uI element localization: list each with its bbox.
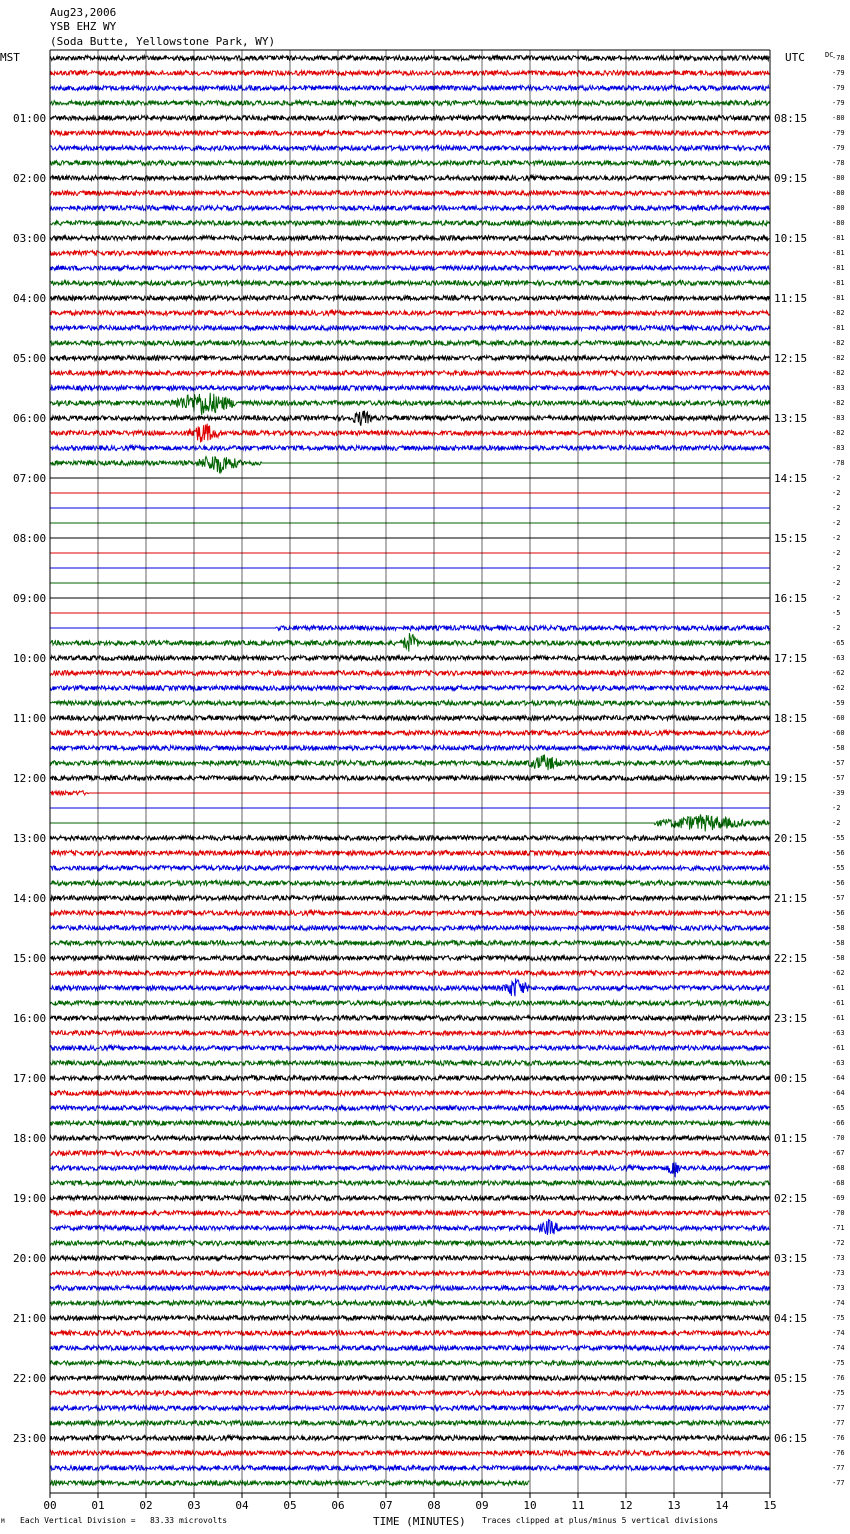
trace-line xyxy=(50,926,769,931)
dc-offset-label: -57 xyxy=(832,774,845,782)
dc-offset-label: -39 xyxy=(832,789,845,797)
trace-line xyxy=(50,371,769,376)
trace-line xyxy=(50,626,769,631)
dc-offset-label: -61 xyxy=(832,1014,845,1022)
right-hour-label: 17:15 xyxy=(774,652,808,665)
dc-offset-label: -81 xyxy=(832,294,845,302)
trace-line xyxy=(50,866,769,871)
trace-line xyxy=(50,701,769,706)
trace-line xyxy=(50,851,769,856)
dc-offset-label: -83 xyxy=(832,414,845,422)
left-hour-label: 21:00 xyxy=(13,1312,47,1325)
trace-line xyxy=(50,896,769,901)
trace-line xyxy=(50,1162,769,1178)
right-hour-label: 00:15 xyxy=(774,1072,808,1085)
trace-line xyxy=(50,1151,769,1156)
x-tick-label: 13 xyxy=(667,1499,681,1512)
x-tick-label: 07 xyxy=(379,1499,393,1512)
dc-offset-label: -82 xyxy=(832,399,845,407)
left-hour-label: 02:00 xyxy=(13,172,47,185)
dc-offset-label: -80 xyxy=(832,189,845,197)
dc-offset-label: -2 xyxy=(832,579,841,587)
trace-line xyxy=(50,1331,769,1336)
trace-line xyxy=(50,1271,769,1276)
trace-line xyxy=(50,411,769,426)
trace-line xyxy=(50,1091,769,1096)
trace-line xyxy=(50,424,769,443)
dc-offset-label: -61 xyxy=(832,1044,845,1052)
dc-offset-label: -72 xyxy=(832,1239,845,1247)
left-hour-label: 11:00 xyxy=(13,712,47,725)
dc-offset-label: -61 xyxy=(832,999,845,1007)
trace-line xyxy=(50,1436,769,1441)
right-hour-label: 06:15 xyxy=(774,1432,808,1445)
trace-line xyxy=(50,341,769,346)
trace-line xyxy=(50,941,769,946)
left-hour-label: 04:00 xyxy=(13,292,47,305)
trace-line xyxy=(50,1256,769,1261)
dc-offset-label: -58 xyxy=(832,939,845,947)
trace-line xyxy=(50,1046,769,1051)
clip-note: Traces clipped at plus/minus 5 vertical divisions xyxy=(482,1516,719,1525)
dc-offset-label: -55 xyxy=(832,834,845,842)
left-hour-label: 10:00 xyxy=(13,652,47,665)
right-hour-label: 10:15 xyxy=(774,232,808,245)
x-tick-label: 04 xyxy=(235,1499,249,1512)
dc-offset-label: -60 xyxy=(832,714,845,722)
dc-offset-label: -57 xyxy=(832,894,845,902)
x-tick-label: 12 xyxy=(619,1499,633,1512)
trace-line xyxy=(50,971,769,976)
dc-offset-label: -75 xyxy=(832,1314,845,1322)
x-tick-label: 02 xyxy=(139,1499,153,1512)
trace-line xyxy=(50,791,769,796)
right-hour-label: 09:15 xyxy=(774,172,808,185)
dc-offset-label: -61 xyxy=(832,984,845,992)
dc-offset-label: -2 xyxy=(832,594,841,602)
left-hour-label: 06:00 xyxy=(13,412,47,425)
trace-line xyxy=(50,311,769,316)
dc-offset-label: -73 xyxy=(832,1254,845,1262)
right-hour-label: 23:15 xyxy=(774,1012,808,1025)
dc-offset-label: -75 xyxy=(832,1359,845,1367)
dc-offset-label: -81 xyxy=(832,279,845,287)
x-axis-title: TIME (MINUTES) xyxy=(373,1515,466,1528)
right-hour-label: 22:15 xyxy=(774,952,808,965)
dc-offset-label: -57 xyxy=(832,759,845,767)
trace-line xyxy=(50,1451,769,1456)
dc-offset-label: -56 xyxy=(832,879,845,887)
right-hour-label: 04:15 xyxy=(774,1312,808,1325)
dc-offset-label: -83 xyxy=(832,384,845,392)
left-hour-label: 15:00 xyxy=(13,952,47,965)
dc-offset-label: -56 xyxy=(832,909,845,917)
trace-line xyxy=(50,206,769,211)
trace-line xyxy=(50,1106,769,1111)
trace-line xyxy=(50,1121,769,1126)
x-tick-label: 00 xyxy=(43,1499,57,1512)
dc-offset-label: -70 xyxy=(832,1209,845,1217)
trace-line xyxy=(50,131,769,136)
left-hour-label: 16:00 xyxy=(13,1012,47,1025)
x-tick-label: 14 xyxy=(715,1499,729,1512)
dc-offset-label: -62 xyxy=(832,684,845,692)
trace-line xyxy=(50,656,769,661)
trace-line xyxy=(50,1466,769,1471)
trace-line xyxy=(50,1031,769,1036)
trace-line xyxy=(50,446,769,451)
right-timezone-label: UTC xyxy=(785,51,805,64)
left-hour-label: 05:00 xyxy=(13,352,47,365)
dc-offset-label: -77 xyxy=(832,1479,845,1487)
trace-line xyxy=(50,1076,769,1081)
dc-offset-label: -70 xyxy=(832,1134,845,1142)
dc-offset-label: -82 xyxy=(832,429,845,437)
dc-offset-label: -2 xyxy=(832,534,841,542)
dc-offset-label: -62 xyxy=(832,969,845,977)
record-date: Aug23,2006 xyxy=(50,6,117,19)
dc-offset-label: -82 xyxy=(832,354,845,362)
dc-offset-label: -63 xyxy=(832,1029,845,1037)
trace-line xyxy=(50,56,769,61)
left-hour-label: 03:00 xyxy=(13,232,47,245)
dc-offset-label: -75 xyxy=(832,1389,845,1397)
trace-line xyxy=(50,116,769,121)
dc-offset-label: -82 xyxy=(832,339,845,347)
dc-offset-label: -79 xyxy=(832,84,845,92)
trace-line xyxy=(50,356,769,361)
left-hour-label: 08:00 xyxy=(13,532,47,545)
dc-offset-label: -5 xyxy=(832,609,841,617)
left-hour-label: 01:00 xyxy=(13,112,47,125)
dc-offset-label: -58 xyxy=(832,954,845,962)
trace-line xyxy=(50,1241,769,1246)
x-tick-label: 15 xyxy=(763,1499,777,1512)
dc-offset-label: -78 xyxy=(832,54,845,62)
right-hour-label: 02:15 xyxy=(774,1192,808,1205)
dc-offset-label: -2 xyxy=(832,489,841,497)
dc-offset-label: -80 xyxy=(832,174,845,182)
dc-offset-label: -79 xyxy=(832,99,845,107)
trace-line xyxy=(50,671,769,676)
footer-mark: M xyxy=(1,1518,5,1525)
dc-offset-label: -74 xyxy=(832,1344,845,1352)
dc-offset-label: -81 xyxy=(832,324,845,332)
trace-line xyxy=(50,221,769,226)
dc-offset-label: -79 xyxy=(832,69,845,77)
right-hour-label: 03:15 xyxy=(774,1252,808,1265)
dc-offset-label: -2 xyxy=(832,549,841,557)
dc-offset-label: -63 xyxy=(832,654,845,662)
trace-line xyxy=(50,731,769,736)
dc-offset-label: -58 xyxy=(832,744,845,752)
dc-offset-label: -56 xyxy=(832,849,845,857)
dc-offset-label: -2 xyxy=(832,564,841,572)
right-hour-label: 18:15 xyxy=(774,712,808,725)
trace-line xyxy=(50,251,769,256)
trace-line xyxy=(50,1016,769,1021)
right-hour-label: 08:15 xyxy=(774,112,808,125)
dc-offset-label: -2 xyxy=(832,804,841,812)
station-code: YSB EHZ WY xyxy=(50,20,117,33)
trace-line xyxy=(50,1301,769,1306)
trace-line xyxy=(50,1316,769,1321)
x-tick-label: 10 xyxy=(523,1499,537,1512)
trace-line xyxy=(50,1136,769,1141)
trace-line xyxy=(50,1061,769,1066)
trace-line xyxy=(50,101,769,106)
dc-offset-label: -64 xyxy=(832,1089,845,1097)
trace-line xyxy=(50,956,769,961)
trace-line xyxy=(50,814,769,831)
dc-offset-label: -80 xyxy=(832,114,845,122)
dc-offset-header: DC xyxy=(825,51,834,59)
dc-offset-label: -80 xyxy=(832,219,845,227)
dc-offset-label: -76 xyxy=(832,1374,845,1382)
left-hour-label: 17:00 xyxy=(13,1072,47,1085)
trace-line xyxy=(50,776,769,781)
dc-offset-label: -80 xyxy=(832,204,845,212)
dc-offset-label: -77 xyxy=(832,1419,845,1427)
trace-line xyxy=(50,386,769,391)
dc-offset-label: -74 xyxy=(832,1329,845,1337)
dc-offset-label: -73 xyxy=(832,1269,845,1277)
right-hour-label: 11:15 xyxy=(774,292,808,305)
trace-line xyxy=(50,1211,769,1216)
dc-offset-label: -68 xyxy=(832,1164,845,1172)
trace-line xyxy=(50,191,769,196)
left-hour-label: 20:00 xyxy=(13,1252,47,1265)
trace-line xyxy=(50,86,769,91)
dc-offset-label: -59 xyxy=(832,699,845,707)
dc-offset-label: -2 xyxy=(832,624,841,632)
dc-offset-label: -81 xyxy=(832,264,845,272)
dc-offset-label: -71 xyxy=(832,1224,845,1232)
left-hour-label: 19:00 xyxy=(13,1192,47,1205)
dc-offset-label: -62 xyxy=(832,669,845,677)
trace-line xyxy=(50,393,769,415)
dc-offset-label: -76 xyxy=(832,1449,845,1457)
dc-offset-label: -77 xyxy=(832,1404,845,1412)
x-tick-label: 01 xyxy=(91,1499,105,1512)
left-hour-label: 09:00 xyxy=(13,592,47,605)
dc-offset-label: -79 xyxy=(832,129,845,137)
dc-offset-label: -82 xyxy=(832,369,845,377)
trace-line xyxy=(50,755,769,771)
vertical-division-note: Each Vertical Division = 83.33 microvolts xyxy=(20,1516,228,1525)
trace-line xyxy=(50,296,769,301)
trace-line xyxy=(50,146,769,151)
x-tick-label: 09 xyxy=(475,1499,489,1512)
trace-line xyxy=(50,457,769,474)
right-hour-label: 12:15 xyxy=(774,352,808,365)
dc-offset-label: -81 xyxy=(832,249,845,257)
seismic-traces xyxy=(50,56,769,1486)
left-hour-label: 14:00 xyxy=(13,892,47,905)
trace-line xyxy=(50,281,769,286)
trace-line xyxy=(50,911,769,916)
trace-line xyxy=(50,1361,769,1366)
x-tick-label: 06 xyxy=(331,1499,345,1512)
dc-offset-label: -65 xyxy=(832,1104,845,1112)
trace-line xyxy=(50,686,769,691)
right-hour-label: 15:15 xyxy=(774,532,808,545)
right-hour-labels xyxy=(774,112,807,1445)
dc-offset-label: -78 xyxy=(832,459,845,467)
dc-offset-label: -77 xyxy=(832,1464,845,1472)
dc-offset-label: -67 xyxy=(832,1149,845,1157)
dc-offset-label: -79 xyxy=(832,144,845,152)
dc-offset-label: -58 xyxy=(832,924,845,932)
x-tick-label: 11 xyxy=(571,1499,585,1512)
right-hour-label: 21:15 xyxy=(774,892,808,905)
right-hour-label: 01:15 xyxy=(774,1132,808,1145)
trace-line xyxy=(50,1196,769,1201)
x-axis xyxy=(43,1493,776,1512)
x-tick-label: 08 xyxy=(427,1499,441,1512)
right-hour-label: 13:15 xyxy=(774,412,808,425)
trace-line xyxy=(50,1391,769,1396)
trace-line xyxy=(50,71,769,76)
trace-line xyxy=(50,1421,769,1426)
dc-offset-label: -69 xyxy=(832,1194,845,1202)
dc-offset-label: -74 xyxy=(832,1299,845,1307)
dc-offset-labels xyxy=(832,54,845,1487)
trace-line xyxy=(50,161,769,166)
trace-line xyxy=(50,1001,769,1006)
dc-offset-label: -68 xyxy=(832,1179,845,1187)
trace-line xyxy=(50,881,769,886)
left-hour-label: 12:00 xyxy=(13,772,47,785)
left-hour-label: 18:00 xyxy=(13,1132,47,1145)
trace-line xyxy=(50,1181,769,1186)
dc-offset-label: -76 xyxy=(832,1434,845,1442)
trace-line xyxy=(50,326,769,331)
dc-offset-label: -63 xyxy=(832,1059,845,1067)
right-hour-label: 16:15 xyxy=(774,592,808,605)
dc-offset-label: -82 xyxy=(832,309,845,317)
dc-offset-label: -66 xyxy=(832,1119,845,1127)
dc-offset-label: -2 xyxy=(832,504,841,512)
left-hour-label: 23:00 xyxy=(13,1432,47,1445)
dc-offset-label: -2 xyxy=(832,819,841,827)
trace-line xyxy=(50,978,769,996)
dc-offset-label: -64 xyxy=(832,1074,845,1082)
trace-line xyxy=(50,633,769,652)
left-timezone-label: MST xyxy=(0,51,20,64)
right-hour-label: 14:15 xyxy=(774,472,808,485)
trace-line xyxy=(50,836,769,841)
x-tick-label: 03 xyxy=(187,1499,201,1512)
trace-line xyxy=(50,1346,769,1351)
dc-offset-label: -65 xyxy=(832,639,845,647)
left-hour-label: 13:00 xyxy=(13,832,47,845)
trace-line xyxy=(50,236,769,241)
trace-line xyxy=(50,1406,769,1411)
right-hour-label: 19:15 xyxy=(774,772,808,785)
left-hour-labels xyxy=(13,112,46,1445)
dc-offset-label: -2 xyxy=(832,519,841,527)
station-location: (Soda Butte, Yellowstone Park, WY) xyxy=(50,35,276,48)
trace-line xyxy=(50,266,769,271)
right-hour-label: 05:15 xyxy=(774,1372,808,1385)
left-hour-label: 07:00 xyxy=(13,472,47,485)
dc-offset-label: -60 xyxy=(832,729,845,737)
trace-line xyxy=(50,746,769,751)
trace-line xyxy=(50,1286,769,1291)
dc-offset-label: -81 xyxy=(832,234,845,242)
dc-offset-label: -83 xyxy=(832,444,845,452)
right-hour-label: 20:15 xyxy=(774,832,808,845)
dc-offset-label: -2 xyxy=(832,474,841,482)
x-tick-label: 05 xyxy=(283,1499,297,1512)
dc-offset-label: -55 xyxy=(832,864,845,872)
left-hour-label: 22:00 xyxy=(13,1372,47,1385)
trace-line xyxy=(50,176,769,181)
trace-line xyxy=(50,716,769,721)
trace-line xyxy=(50,1220,769,1235)
dc-offset-label: -78 xyxy=(832,159,845,167)
trace-line xyxy=(50,1376,769,1381)
dc-offset-label: -73 xyxy=(832,1284,845,1292)
